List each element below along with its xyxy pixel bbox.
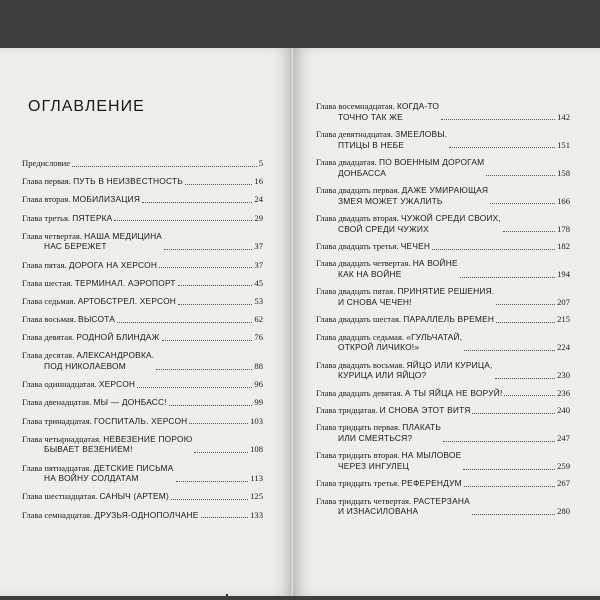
page-number: 53 — [254, 295, 263, 306]
toc-entry — [22, 194, 263, 205]
chapter-title-line2: СВОЙ СРЕДИ ЧУЖИХ — [338, 223, 429, 234]
chapter-title-line2: И СНОВА ЧЕЧЕН! — [338, 296, 412, 307]
leader-dots — [504, 395, 555, 396]
leader-dots — [496, 322, 555, 323]
toc-entry — [22, 434, 263, 455]
page-number: 207 — [557, 296, 570, 307]
toc-entry — [316, 157, 570, 178]
leader-dots — [490, 203, 555, 204]
leader-dots — [171, 499, 248, 500]
chapter-label: Глава пятая. — [22, 259, 67, 270]
leader-dots — [472, 413, 555, 414]
chapter-title: АЛЕКСАНДРОВКА. — [76, 350, 155, 361]
page-number: 240 — [557, 405, 570, 416]
chapter-title-line2: ЗМЕЯ МОЖЕТ УЖАЛИТЬ — [338, 195, 443, 206]
page-number: 142 — [557, 111, 570, 122]
chapter-title: ПРИНЯТИЕ РЕШЕНИЯ. — [397, 286, 495, 297]
toc-entry-text — [316, 450, 461, 471]
page-number: 62 — [254, 314, 263, 325]
toc-entry-text — [22, 231, 162, 252]
chapter-title: ЗМЕЕЛОВЫ. — [395, 128, 448, 139]
toc-entry — [22, 278, 263, 289]
leader-dots — [449, 147, 555, 148]
chapter-title: КОГДА-ТО — [396, 101, 440, 111]
chapter-title: ДЕТСКИЕ ПИСЬМА — [93, 462, 174, 473]
page-number: 113 — [250, 473, 263, 484]
chapter-title: ДАЖЕ УМИРАЮЩАЯ — [401, 184, 489, 195]
page-number: 215 — [557, 314, 570, 325]
toc-entry-text — [22, 397, 167, 408]
toc-entry — [316, 314, 570, 325]
leader-dots — [441, 119, 555, 120]
leader-dots — [114, 220, 252, 221]
chapter-title: ДОРОГА НА ХЕРСОН — [68, 259, 158, 270]
toc-entry-text — [316, 478, 462, 489]
chapter-title: РАСТЕРЗАНА — [413, 495, 470, 506]
chapter-label: Предисловие — [22, 158, 71, 168]
toc-entry — [316, 241, 570, 252]
page-number: 37 — [254, 241, 263, 252]
chapter-title: ПО ВОЕННЫМ ДОРОГАМ — [378, 156, 485, 167]
toc-title: ОГЛАВЛЕНИЕ — [28, 98, 145, 115]
chapter-title: НЕВЕЗЕНИЕ ПОРОЮ — [103, 433, 193, 444]
page-number: 166 — [557, 195, 570, 206]
toc-entry-text — [316, 241, 430, 252]
toc-entry-text — [316, 388, 502, 399]
page-number: 16 — [254, 176, 263, 187]
toc-entry — [22, 158, 263, 169]
page-number: 37 — [254, 259, 263, 270]
toc-entry — [316, 360, 570, 381]
chapter-title: ЯЙЦО ИЛИ КУРИЦА, — [406, 359, 493, 370]
chapter-label: Глава двадцать пятая. — [316, 286, 396, 297]
toc-entry — [316, 213, 570, 234]
page-number: 194 — [557, 268, 570, 279]
leader-dots — [464, 486, 555, 487]
leader-dots — [185, 184, 252, 185]
chapter-label: Глава тридцать третья. — [316, 478, 400, 489]
chapter-title-line2: ТОЧНО ТАК ЖЕ — [338, 111, 403, 122]
left-page — [0, 48, 293, 596]
page-number: 96 — [254, 379, 263, 390]
chapter-title-line2: И ИЗНАСИЛОВАНА — [338, 506, 419, 517]
toc-entry-text — [22, 158, 70, 169]
toc-entry-text — [22, 416, 187, 427]
chapter-label: Глава двадцатая. — [316, 156, 377, 167]
toc-entry — [22, 332, 263, 343]
leader-dots — [72, 166, 257, 167]
page-number: 280 — [557, 506, 570, 517]
page-mark — [226, 594, 228, 597]
toc-entry-text — [22, 434, 192, 455]
chapter-title-line2: ОТКРОЙ ЛИЧИКО!» — [338, 342, 420, 353]
leader-dots — [443, 441, 555, 442]
page-number: 88 — [254, 361, 263, 372]
page-number: 178 — [557, 223, 570, 234]
chapter-title: А ТЫ ЯЙЦА НЕ ВОРУЙ! — [404, 387, 503, 398]
toc-entry — [22, 463, 263, 484]
page-number: 182 — [557, 240, 570, 251]
chapter-title: МОБИЛИЗАЦИЯ — [72, 194, 141, 205]
toc-entry-text — [316, 332, 462, 353]
chapter-label: Глава шестая. — [22, 277, 73, 288]
toc-entry-text — [316, 286, 494, 307]
chapter-label: Глава одиннадцатая. — [22, 379, 97, 390]
right-page — [293, 48, 600, 596]
chapter-label: Глава девятая. — [22, 332, 75, 343]
leader-dots — [503, 231, 555, 232]
leader-dots — [464, 350, 555, 351]
toc-entry-text — [22, 194, 140, 205]
chapter-title: ПУТЬ В НЕИЗВЕСТНОСТЬ — [73, 176, 183, 187]
page-number: 133 — [250, 509, 263, 520]
toc-entry — [316, 286, 570, 307]
chapter-label: Глава четвертая. — [22, 230, 83, 241]
chapter-title: ТЕРМИНАЛ. АЭРОПОРТ — [74, 277, 176, 288]
toc-entry — [22, 176, 263, 187]
toc-entry — [22, 491, 263, 502]
chapter-title-line2: КУРИЦА ИЛИ ЯЙЦО? — [338, 370, 427, 381]
toc-entry — [316, 258, 570, 279]
toc-entry-text — [316, 129, 447, 150]
toc-entry-text — [22, 379, 135, 390]
toc-entry — [316, 496, 570, 517]
page-number: 103 — [250, 415, 263, 426]
page-number: 158 — [557, 167, 570, 178]
page-number: 24 — [254, 194, 263, 205]
toc-entry-text — [316, 101, 439, 122]
page-number: 267 — [557, 478, 570, 489]
toc-entry-text — [316, 185, 488, 206]
toc-entry-text — [316, 496, 470, 517]
chapter-label: Глава двадцать третья. — [316, 240, 399, 251]
chapter-label: Глава десятая. — [22, 350, 75, 361]
toc-entry-text — [22, 350, 154, 371]
page-number: 151 — [557, 139, 570, 150]
chapter-title: ХЕРСОН — [98, 379, 136, 390]
chapter-title: НА МЫЛОВОЕ — [401, 450, 462, 461]
leader-dots — [156, 369, 252, 370]
chapter-label: Глава тринадцатая. — [22, 415, 92, 426]
chapter-title: И СНОВА ЭТОТ ВИТЯ — [379, 405, 471, 416]
toc-entry — [22, 296, 263, 307]
leader-dots — [142, 202, 252, 203]
toc-entry-text — [22, 491, 169, 502]
leader-dots — [432, 249, 555, 250]
chapter-label: Глава седьмая. — [22, 295, 76, 306]
toc-entry — [316, 478, 570, 489]
chapter-label: Глава тридцать вторая. — [316, 450, 400, 461]
toc-entry — [316, 332, 570, 353]
toc-entry — [316, 450, 570, 471]
leader-dots — [159, 267, 252, 268]
chapter-label: Глава пятнадцатая. — [22, 462, 92, 473]
leader-dots — [194, 452, 248, 453]
toc-entry-text — [316, 360, 493, 381]
chapter-label: Глава двадцать восьмая. — [316, 359, 405, 370]
chapter-title: РЕФЕРЕНДУМ — [401, 478, 462, 489]
toc-entry-text — [316, 213, 501, 234]
leader-dots — [164, 249, 252, 250]
toc-entry — [316, 129, 570, 150]
page-number: 236 — [557, 387, 570, 398]
chapter-title: ПЛАКАТЬ — [402, 422, 442, 433]
chapter-label: Глава восемнадцатая. — [316, 101, 395, 111]
chapter-label: Глава тридцать первая. — [316, 422, 401, 433]
leader-dots — [460, 277, 555, 278]
chapter-title: ЧУЖОЙ СРЕДИ СВОИХ, — [401, 212, 501, 223]
chapter-label: Глава семнадцатая. — [22, 509, 93, 520]
chapter-label: Глава двенадцатая. — [22, 397, 92, 408]
chapter-label: Глава девятнадцатая. — [316, 128, 393, 139]
chapter-label: Глава двадцать вторая. — [316, 212, 399, 223]
chapter-title: «ГУЛЬЧАТАЙ, — [406, 331, 463, 342]
chapter-title: ПЯТЕРКА — [72, 212, 113, 223]
chapter-title: АРТОБСТРЕЛ. ХЕРСОН — [77, 295, 177, 306]
page-number: 224 — [557, 342, 570, 353]
leader-dots — [463, 469, 555, 470]
leader-dots — [495, 378, 556, 379]
chapter-title: ПАРАЛЛЕЛЬ ВРЕМЕН — [403, 314, 495, 325]
toc-entry — [22, 213, 263, 224]
leader-dots — [178, 304, 252, 305]
toc-list-right — [316, 101, 570, 517]
chapter-label: Глава двадцать четвертая. — [316, 258, 411, 269]
toc-entry — [22, 510, 263, 521]
chapter-title-line2: БЫВАЕТ ВЕЗЕНИЕМ! — [44, 444, 133, 455]
chapter-title-line2: НАС БЕРЕЖЕТ — [44, 241, 107, 252]
toc-entry-text — [22, 176, 183, 187]
chapter-label: Глава двадцать шестая. — [316, 314, 402, 325]
chapter-label: Глава двадцать первая. — [316, 184, 400, 195]
leader-dots — [169, 405, 253, 406]
page-number: 99 — [254, 397, 263, 408]
toc-entry — [316, 185, 570, 206]
toc-entry-text — [22, 332, 160, 343]
page-number: 76 — [254, 332, 263, 343]
chapter-title: НАША МЕДИЦИНА — [84, 230, 163, 241]
leader-dots — [486, 175, 555, 176]
leader-dots — [472, 514, 555, 515]
chapter-title: ВЫСОТА — [78, 314, 116, 325]
chapter-title: ЧЕЧЕН — [400, 240, 431, 251]
page-number: 125 — [250, 491, 263, 502]
toc-entry-text — [316, 422, 441, 443]
leader-dots — [117, 322, 252, 323]
page-number: 29 — [254, 212, 263, 223]
toc-list-left — [22, 158, 263, 520]
page-number: 259 — [557, 461, 570, 471]
toc-entry-text — [22, 296, 176, 307]
toc-entry-text — [22, 278, 176, 289]
page-number: 45 — [254, 277, 263, 288]
leader-dots — [496, 304, 555, 305]
toc-entry-text — [22, 463, 174, 484]
chapter-label: Глава шестнадцатая. — [22, 491, 98, 502]
toc-entry — [22, 416, 263, 427]
chapter-title-line2: ЧЕРЕЗ ИНГУЛЕЦ — [338, 461, 410, 471]
chapter-title: ДРУЗЬЯ-ОДНОПОЛЧАНЕ — [94, 509, 199, 520]
toc-entry — [316, 422, 570, 443]
chapter-title: РОДНОЙ БЛИНДАЖ — [76, 332, 160, 343]
page-number: 247 — [557, 433, 570, 444]
toc-entry — [22, 397, 263, 408]
toc-entry — [22, 231, 263, 252]
chapter-title-line2: ПТИЦЫ В НЕБЕ — [338, 139, 405, 150]
toc-entry-text — [22, 260, 157, 271]
chapter-label: Глава двадцать девятая. — [316, 387, 403, 398]
page-number: 230 — [557, 370, 570, 381]
chapter-label: Глава восьмая. — [22, 314, 76, 325]
toc-entry-text — [316, 314, 494, 325]
toc-entry-text — [22, 314, 115, 325]
chapter-label: Глава четырнадцатая. — [22, 433, 102, 444]
toc-entry — [22, 379, 263, 390]
leader-dots — [176, 481, 249, 482]
chapter-title-line2: КАК НА ВОЙНЕ — [338, 268, 402, 279]
chapter-title-line2: ДОНБАССА — [338, 167, 387, 178]
toc-entry — [316, 101, 570, 122]
toc-entry — [22, 314, 263, 325]
chapter-title: МЫ — ДОНБАСС! — [93, 397, 167, 408]
toc-entry-text — [22, 510, 199, 521]
leader-dots — [137, 387, 252, 388]
chapter-label: Глава вторая. — [22, 194, 71, 205]
toc-entry-text — [316, 157, 484, 178]
chapter-title-line2: ИЛИ СМЕЯТЬСЯ? — [338, 433, 413, 444]
toc-entry — [316, 388, 570, 399]
leader-dots — [189, 423, 248, 424]
chapter-label: Глава первая. — [22, 176, 71, 187]
page-number: 108 — [250, 444, 263, 455]
page-number: 5 — [258, 158, 263, 168]
leader-dots — [162, 340, 253, 341]
chapter-title-line2: НА ВОЙНУ СОЛДАТАМ — [44, 473, 139, 484]
chapter-title: ГОСПИТАЛЬ. ХЕРСОН — [94, 415, 188, 426]
chapter-title: САНЫЧ (АРТЕМ) — [99, 491, 169, 502]
chapter-label: Глава двадцать седьмая. — [316, 331, 405, 342]
chapter-label: Глава третья. — [22, 212, 71, 223]
toc-entry-text — [22, 213, 112, 224]
chapter-label: Глава тридцать четвертая. — [316, 495, 412, 506]
chapter-title: НА ВОЙНЕ — [412, 258, 458, 269]
toc-entry — [22, 260, 263, 271]
leader-dots — [178, 285, 253, 286]
toc-entry-text — [316, 258, 458, 279]
leader-dots — [201, 517, 249, 518]
chapter-title-line2: ПОД НИКОЛАЕВОМ — [44, 361, 126, 372]
toc-entry — [316, 405, 570, 416]
toc-entry — [22, 350, 263, 371]
chapter-label: Глава тридцатая. — [316, 405, 378, 416]
toc-entry-text — [316, 405, 470, 416]
